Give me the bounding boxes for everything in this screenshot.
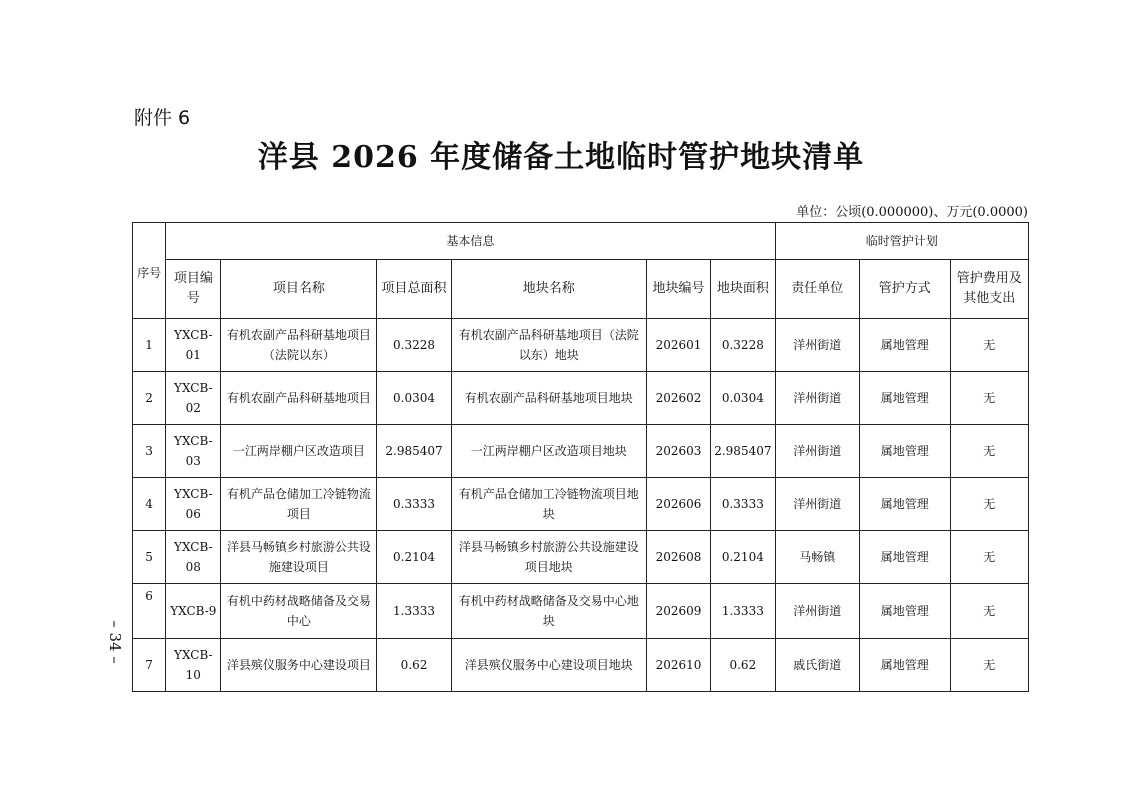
cell-responsible-unit: 洋州街道	[775, 372, 859, 425]
cell-project-name: 有机中药材战略储备及交易中心	[221, 584, 377, 639]
cell-cost: 无	[950, 478, 1029, 531]
cell-project-code: YXCB-03	[166, 425, 221, 478]
cell-seq: 2	[133, 372, 166, 425]
cell-parcel-area: 0.2104	[711, 531, 775, 584]
cell-seq: 4	[133, 478, 166, 531]
cell-method: 属地管理	[860, 425, 951, 478]
cell-project-area: 0.0304	[377, 372, 451, 425]
cell-parcel-code: 202606	[646, 478, 710, 531]
cell-method: 属地管理	[860, 319, 951, 372]
cell-parcel-area: 0.0304	[711, 372, 775, 425]
cell-cost: 无	[950, 425, 1029, 478]
cell-project-code: YXCB-01	[166, 319, 221, 372]
cell-cost: 无	[950, 372, 1029, 425]
cell-project-area: 0.2104	[377, 531, 451, 584]
cell-project-code: YXCB-10	[166, 639, 221, 692]
cell-project-name: 有机农副产品科研基地项目（法院以东）	[221, 319, 377, 372]
cell-parcel-code: 202610	[646, 639, 710, 692]
cell-parcel-area: 1.3333	[711, 584, 775, 639]
cell-parcel-code: 202602	[646, 372, 710, 425]
cell-project-name: 洋县马畅镇乡村旅游公共设施建设项目	[221, 531, 377, 584]
cell-parcel-name: 有机中药材战略储备及交易中心地块	[451, 584, 646, 639]
cell-cost: 无	[950, 531, 1029, 584]
col-cost: 管护费用及其他支出	[950, 260, 1029, 319]
cell-parcel-name: 有机农副产品科研基地项目地块	[451, 372, 646, 425]
col-parcel-name: 地块名称	[451, 260, 646, 319]
cell-project-name: 一江两岸棚户区改造项目	[221, 425, 377, 478]
cell-responsible-unit: 洋州街道	[775, 319, 859, 372]
cell-method: 属地管理	[860, 639, 951, 692]
seq-header: 序号	[133, 223, 166, 319]
table-row	[133, 372, 1029, 425]
cell-cost: 无	[950, 319, 1029, 372]
cell-responsible-unit: 洋州街道	[775, 584, 859, 639]
cell-project-name: 有机产品仓储加工冷链物流项目	[221, 478, 377, 531]
cell-project-area: 1.3333	[377, 584, 451, 639]
cell-parcel-area: 0.3333	[711, 478, 775, 531]
cell-parcel-name: 一江两岸棚户区改造项目地块	[451, 425, 646, 478]
cell-parcel-name: 有机农副产品科研基地项目（法院以东）地块	[451, 319, 646, 372]
cell-responsible-unit: 洋州街道	[775, 478, 859, 531]
col-responsible-unit: 责任单位	[775, 260, 859, 319]
table-row	[133, 319, 1029, 372]
cell-method: 属地管理	[860, 584, 951, 639]
cell-responsible-unit: 洋州街道	[775, 425, 859, 478]
cell-parcel-code: 202609	[646, 584, 710, 639]
cell-cost: 无	[950, 639, 1029, 692]
cell-responsible-unit: 戚氏街道	[775, 639, 859, 692]
cell-project-code: YXCB-06	[166, 478, 221, 531]
cell-seq: 3	[133, 425, 166, 478]
attachment-label: 附件 6	[134, 107, 191, 129]
cell-parcel-code: 202601	[646, 319, 710, 372]
cell-project-name: 洋县殡仪服务中心建设项目	[221, 639, 377, 692]
cell-seq: 7	[133, 639, 166, 692]
cell-project-area: 0.3333	[377, 478, 451, 531]
cell-parcel-name: 洋县马畅镇乡村旅游公共设施建设项目地块	[451, 531, 646, 584]
cell-project-code: YXCB-9	[166, 584, 221, 639]
cell-project-area: 0.3228	[377, 319, 451, 372]
cell-project-code: YXCB-08	[166, 531, 221, 584]
cell-parcel-area: 0.3228	[711, 319, 775, 372]
col-project-area: 项目总面积	[377, 260, 451, 319]
cell-project-name: 有机农副产品科研基地项目	[221, 372, 377, 425]
table-row	[133, 425, 1029, 478]
cell-seq: 5	[133, 531, 166, 584]
cell-parcel-code: 202608	[646, 531, 710, 584]
page-number: – 34 –	[105, 620, 124, 664]
cell-seq: 1	[133, 319, 166, 372]
cell-parcel-area: 0.62	[711, 639, 775, 692]
unit-note: 单位：公顷(0.000000)、万元(0.0000)	[796, 205, 1028, 220]
cell-parcel-area: 2.985407	[711, 425, 775, 478]
cell-project-area: 2.985407	[377, 425, 451, 478]
cell-method: 属地管理	[860, 531, 951, 584]
table-row	[133, 478, 1029, 531]
cell-cost: 无	[950, 584, 1029, 639]
col-method: 管护方式	[860, 260, 951, 319]
cell-parcel-name: 洋县殡仪服务中心建设项目地块	[451, 639, 646, 692]
table-row	[133, 639, 1029, 692]
plan-header: 临时管护计划	[775, 223, 1028, 260]
cell-method: 属地管理	[860, 478, 951, 531]
cell-method: 属地管理	[860, 372, 951, 425]
col-project-name: 项目名称	[221, 260, 377, 319]
table-row	[133, 584, 1029, 639]
cell-seq: 6	[133, 584, 166, 639]
col-project-code: 项目编号	[166, 260, 221, 319]
cell-responsible-unit: 马畅镇	[775, 531, 859, 584]
cell-parcel-code: 202603	[646, 425, 710, 478]
cell-parcel-name: 有机产品仓储加工冷链物流项目地块	[451, 478, 646, 531]
parcel-table	[132, 222, 1029, 692]
table-row	[133, 531, 1029, 584]
page-title: 洋县 2026 年度储备土地临时管护地块清单	[257, 140, 865, 175]
cell-project-area: 0.62	[377, 639, 451, 692]
col-parcel-area: 地块面积	[711, 260, 775, 319]
col-parcel-code: 地块编号	[646, 260, 710, 319]
cell-project-code: YXCB-02	[166, 372, 221, 425]
basic-info-header: 基本信息	[166, 223, 775, 260]
